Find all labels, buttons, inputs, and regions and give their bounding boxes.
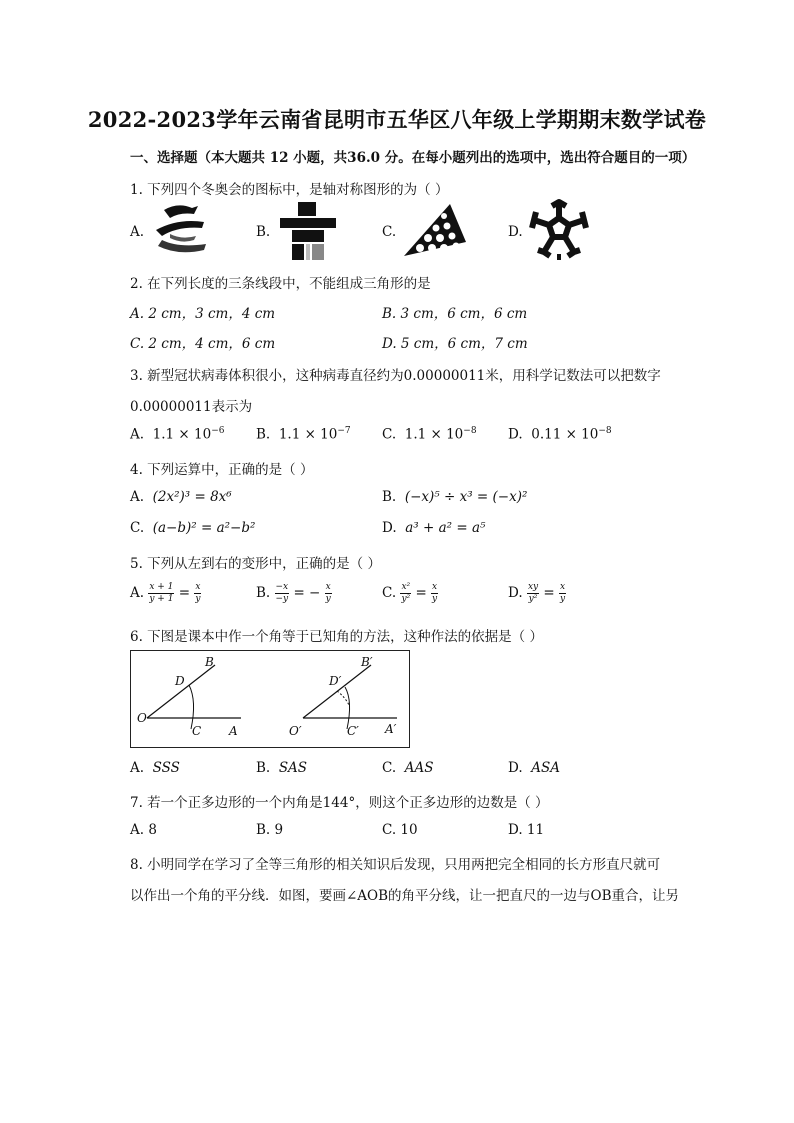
question-1-stem: 1. 下列四个冬奥会的图标中，是轴对称图形的为（ ） — [130, 182, 449, 198]
q6-option-b: B. SAS — [256, 760, 308, 776]
question-6-stem: 6. 下图是课本中作一个角等于已知角的方法，这种作法的依据是（ ） — [130, 629, 543, 645]
q3-option-d: D. $0.11 \times 10^{-8}$ — [508, 426, 612, 443]
q3-option-b: B. $1.1 \times 10^{-7}$ — [256, 426, 351, 443]
label-d: D — [175, 674, 185, 688]
section-heading: 一、选择题（本大题共 12 小题，共36.0 分。在每小题列出的选项中，选出符合题目的一项） — [130, 150, 696, 166]
question-2-stem: 2. 在下列长度的三条线段中，不能组成三角形的是 — [130, 276, 431, 292]
label-o: O — [137, 711, 147, 725]
label-a-prime: A′ — [385, 722, 397, 736]
q4-option-b: B. (−x)⁵ ÷ x³ = (−x)² — [382, 489, 528, 505]
q2-option-a: A. 2 cm，3 cm，4 cm — [130, 306, 276, 322]
olympic-icon-b — [276, 200, 340, 262]
q6-option-a: A. SSS — [130, 760, 180, 776]
q2-option-d: D. 5 cm，6 cm，7 cm — [382, 336, 528, 352]
q1-option-a-label: A. — [130, 224, 145, 240]
question-4-stem: 4. 下列运算中，正确的是（ ） — [130, 462, 314, 478]
label-a: A — [229, 724, 238, 738]
q7-option-c: C. 10 — [382, 822, 418, 838]
label-c-prime: C′ — [347, 724, 359, 738]
q5-option-d: D. $\frac{xy}{\text{y²}}$ = $\frac{x}{y}$ — [508, 582, 566, 604]
q3-option-a: A. $1.1 \times 10^{-6}$ — [130, 426, 225, 443]
q6-option-d: D. ASA — [508, 760, 560, 776]
angle-construction-diagram — [131, 651, 409, 747]
label-c: C — [192, 724, 202, 738]
angle-construction-figure — [130, 650, 410, 748]
question-8-stem-line1: 8. 小明同学在学习了全等三角形的相关知识后发现，只用两把完全相同的长方形直尺就可 — [130, 857, 661, 873]
q1-option-b-label: B. — [256, 224, 271, 240]
q1-option-c-label: C. — [382, 224, 397, 240]
q7-option-b: B. 9 — [256, 822, 284, 838]
q5-option-c: C. $\frac{\text{x²}}{\text{y²}}$ = $\frac{x}{y}$ — [382, 582, 438, 604]
label-b: B — [205, 655, 214, 669]
question-3-stem-line2: 0.00000011表示为 — [130, 399, 253, 415]
question-7-stem: 7. 若一个正多边形的一个内角是144°，则这个正多边形的边数是（ ） — [130, 795, 549, 811]
question-3-stem-line1: 3. 新型冠状病毒体积很小，这种病毒直径约为0.00000011米，用科学记数法可以把数字 — [130, 368, 661, 384]
q5-option-b: B. $\frac{-x}{-y}$ = − $\frac{x}{y}$ — [256, 582, 331, 604]
olympic-icon-a — [148, 200, 210, 260]
q4-option-a: A. (2x²)³ = 8x⁶ — [130, 489, 232, 505]
q2-option-c: C. 2 cm，4 cm，6 cm — [130, 336, 276, 352]
q5-option-a: A. $\frac{x + 1}{y + 1}$ = $\frac{x}{y}$ — [130, 582, 201, 604]
q7-option-d: D. 11 — [508, 822, 545, 838]
q1-option-d-label: D. — [508, 224, 523, 240]
label-o-prime: O′ — [289, 724, 302, 738]
q4-option-c: C. (a−b)² = a²−b² — [130, 520, 256, 536]
label-d-prime: D′ — [329, 674, 342, 688]
page-title: 2022-2023学年云南省昆明市五华区八年级上学期期末数学试卷 — [87, 107, 707, 132]
q7-option-a: A. 8 — [130, 822, 157, 838]
q3-option-c: C. $1.1 \times 10^{-8}$ — [382, 426, 477, 443]
question-5-stem: 5. 下列从左到右的变形中，正确的是（ ） — [130, 556, 381, 572]
q2-option-b: B. 3 cm，6 cm，6 cm — [382, 306, 528, 322]
question-8-stem-line2: 以作出一个角的平分线．如图，要画∠AOB的角平分线，让一把直尺的一边与OB重合，让另 — [130, 888, 680, 904]
label-b-prime: B′ — [361, 655, 373, 669]
q6-option-c: C. AAS — [382, 760, 434, 776]
q4-option-d: D. a³ + a² = a⁵ — [382, 520, 486, 536]
olympic-icon-c — [400, 198, 472, 260]
olympic-icon-d — [528, 198, 590, 262]
